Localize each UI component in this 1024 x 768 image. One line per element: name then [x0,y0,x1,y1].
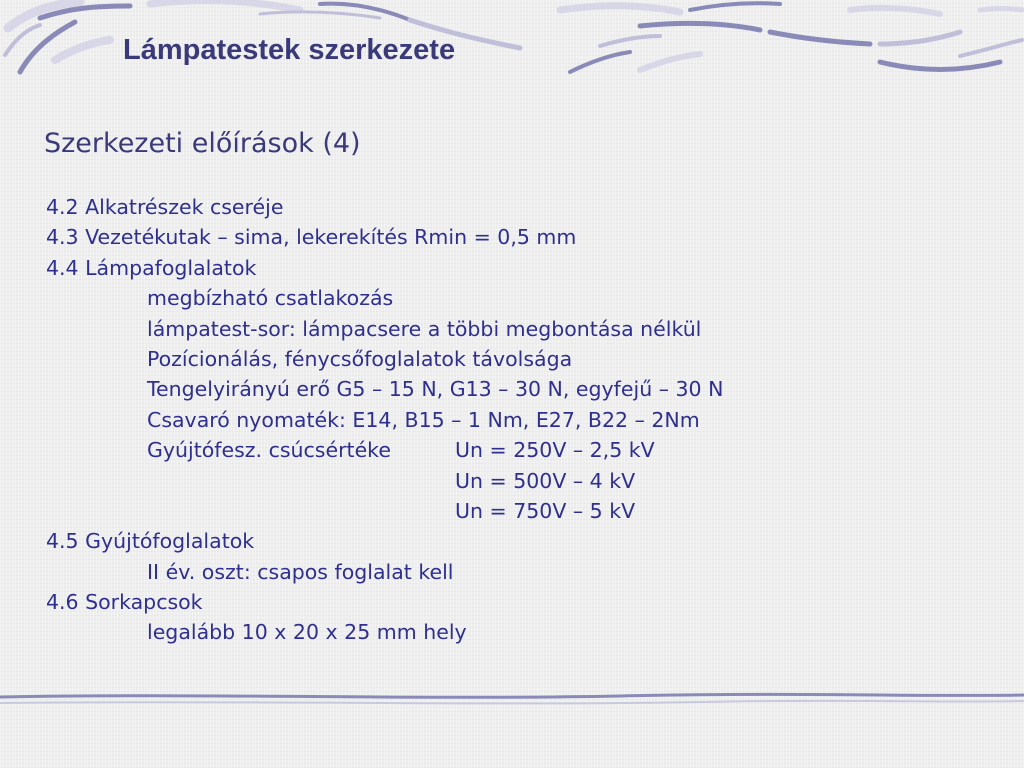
list-item [46,192,1006,222]
list-item-text: Pozícionálás, fénycsőfoglalatok távolsága [147,346,573,371]
content-list [46,192,1006,648]
list-item-text: Csavaró nyomaték: E14, B15 – 1 Nm, E27, B22 – 2Nm [147,407,700,432]
list-item-text: Tengelyirányú erő G5 – 15 N, G13 – 30 N, egyfejű – 30 N [147,377,724,402]
list-item [46,283,1006,313]
list-item-text: lámpatest-sor: lámpacsere a többi megbontása nélkül [147,316,702,341]
list-item [46,374,1006,404]
list-item-text: 4.6 Sorkapcsok [46,590,203,615]
list-item [46,253,1006,283]
list-item-text: legalább 10 x 20 x 25 mm hely [147,620,467,645]
list-item [46,466,1006,496]
list-item [46,526,1006,556]
list-item [46,435,1006,465]
list-item-value: Un = 250V – 2,5 kV [455,438,655,463]
section-title: Szerkezeti előírások (4) [44,128,361,159]
list-item [46,344,1006,374]
list-item-text: 4.4 Lámpafoglalatok [46,255,257,280]
list-item [46,557,1006,587]
list-item [46,496,1006,526]
list-item-text: megbízható csatlakozás [147,286,394,311]
list-item [46,405,1006,435]
list-item [46,222,1006,252]
list-item-text: II év. oszt: csapos foglalat kell [147,559,454,584]
list-item-value: Un = 750V – 5 kV [455,498,636,523]
list-item [46,617,1006,647]
slide-header-title: Lámpatestek szerkezete [123,34,456,66]
list-item-text: 4.2 Alkatrészek cseréje [46,195,284,219]
list-item-text: 4.5 Gyújtófoglalatok [46,529,255,554]
list-item [46,587,1006,617]
list-item-text: Gyújtófesz. csúcsértéke [147,438,391,463]
list-item-text: 4.3 Vezetékutak – sima, lekerekítés Rmin = 0,5 mm [46,225,577,250]
list-item-value: Un = 500V – 4 kV [455,468,636,493]
list-item [46,314,1006,344]
